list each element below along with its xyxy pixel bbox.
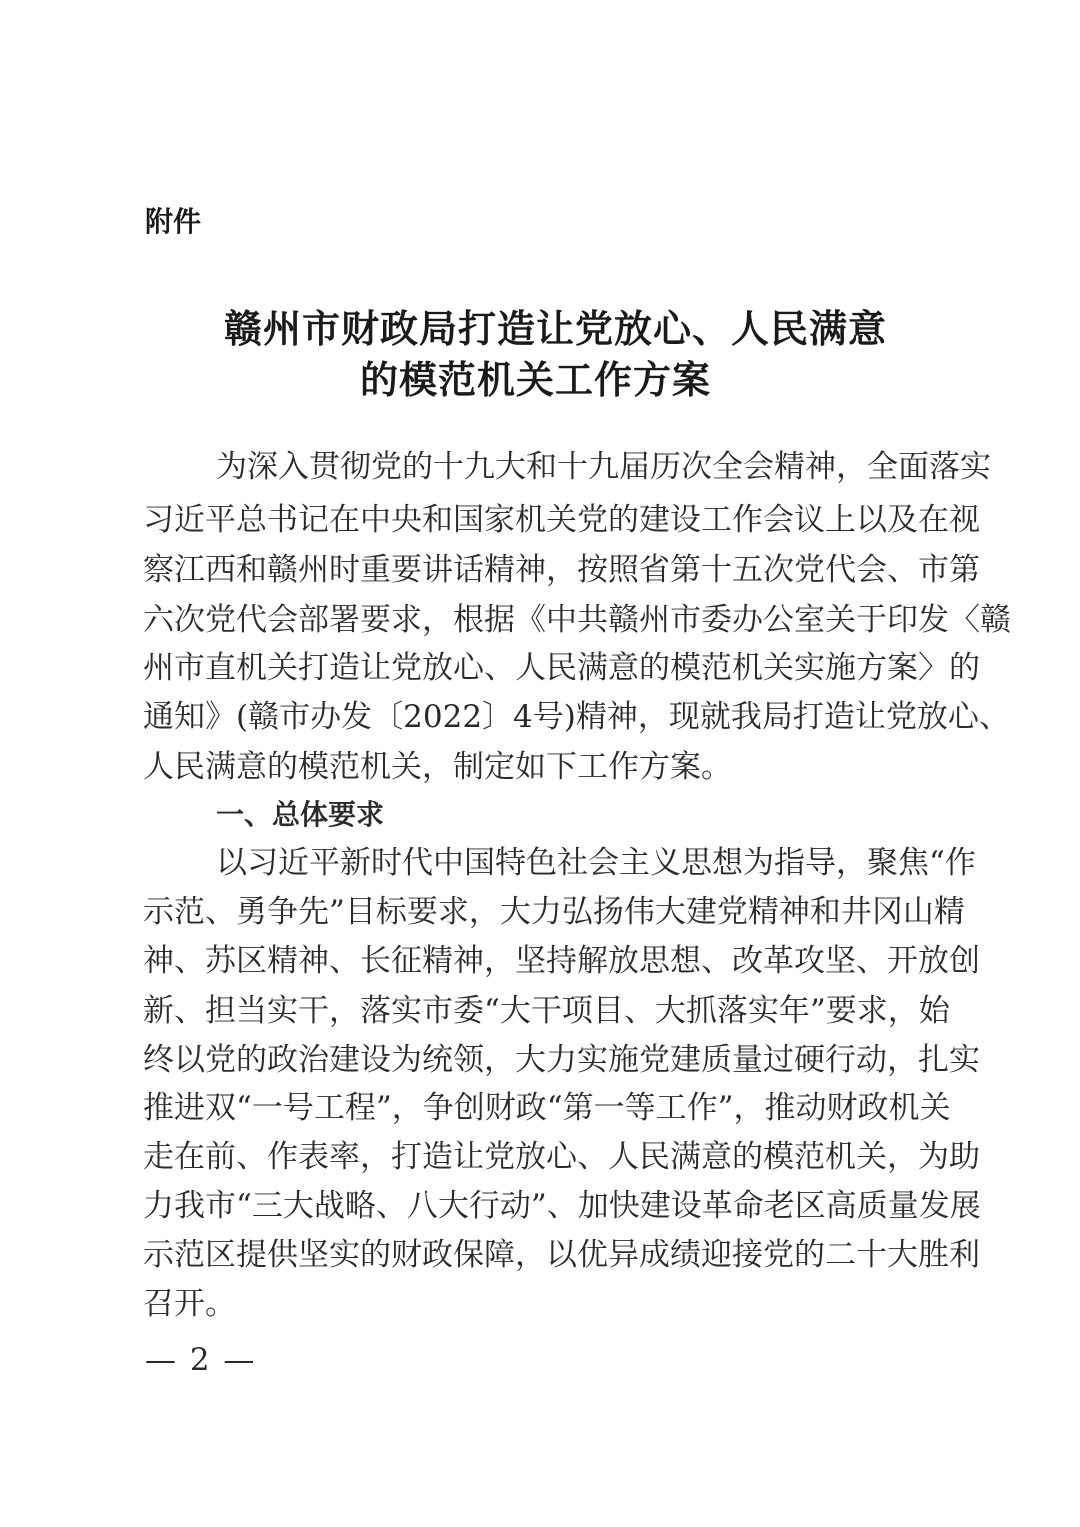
- attachment-label: 附件: [145, 205, 202, 238]
- document-title-line-2: 的模范机关工作方案: [360, 357, 712, 402]
- paragraph-line: 通 知 》 ( 赣 市 办 发 〔 2 0 2 2 〕 4 号 ) 精 神 ， 现 就 我 局 打 造 让 党 放 心 、: [143, 699, 1010, 735]
- paragraph-line: 力 我 市 “ 三 大 战 略 、 八 大 行 动 ” 、 加 快 建 设 革 命 老 区 高 质 量 发 展: [143, 1188, 981, 1224]
- paragraph-line: 人民满意的模范机关，制定如下工作方案。: [143, 749, 732, 785]
- paragraph-line: 召开。: [143, 1286, 236, 1322]
- page-number: — 2 —: [145, 1342, 257, 1378]
- section-heading: 一、总体要求: [216, 798, 385, 831]
- paragraph-line: 神 、 苏 区 精 神 、 长 征 精 神 ， 坚 持 解 放 思 想 、 改 革 攻 坚 、 开 放 创: [143, 943, 980, 979]
- paragraph-line: 为 深 入 贯 彻 党 的 十 九 大 和 十 九 届 历 次 全 会 精 神 ， 全 面 落 实: [216, 449, 991, 485]
- paragraph-line: 推 进 双 “ 一 号 工 程 ” ， 争 创 财 政 “ 第 一 等 工 作 ” ， 推 动 财 政 机 关: [143, 1090, 951, 1126]
- document-title-line-1: 赣州市财政局打造让党放心、人民满意: [224, 306, 888, 351]
- paragraph-line: 终 以 党 的 政 治 建 设 为 统 领 ， 大 力 实 施 党 建 质 量 过 硬 行 动 ， 扎 实: [143, 1042, 980, 1078]
- paragraph-line: 六 次 党 代 会 部 署 要 求 ， 根 据 《 中 共 赣 州 市 委 办 公 室 关 于 印 发 〈 赣: [143, 602, 1011, 638]
- paragraph-line: 走 在 前 、 作 表 率 ， 打 造 让 党 放 心 、 人 民 满 意 的 模 范 机 关 ， 为 助: [143, 1139, 980, 1175]
- paragraph-line: 察 江 西 和 赣 州 时 重 要 讲 话 精 神 ， 按 照 省 第 十 五 次 党 代 会 、 市 第: [143, 552, 980, 588]
- paragraph-line: 州 市 直 机 关 打 造 让 党 放 心 、 人 民 满 意 的 模 范 机 关 实 施 方 案 〉 的: [143, 650, 980, 686]
- paragraph-line: 示 范 区 提 供 坚 实 的 财 政 保 障 ， 以 优 异 成 绩 迎 接 党 的 二 十 大 胜 利: [143, 1237, 980, 1273]
- paragraph-line: 新 、 担 当 实 干 ， 落 实 市 委 “ 大 干 项 目 、 大 抓 落 实 年 ” 要 求 ， 始: [143, 993, 950, 1029]
- paragraph-line: 习 近 平 总 书 记 在 中 央 和 国 家 机 关 党 的 建 设 工 作 会 议 上 以 及 在 视: [143, 502, 980, 538]
- paragraph-line: 示 范 、 勇 争 先 ” 目 标 要 求 ， 大 力 弘 扬 伟 大 建 党 精 神 和 井 冈 山 精: [143, 894, 965, 930]
- paragraph-line: 以 习 近 平 新 时 代 中 国 特 色 社 会 主 义 思 想 为 指 导 ， 聚 焦 “ 作: [216, 845, 976, 881]
